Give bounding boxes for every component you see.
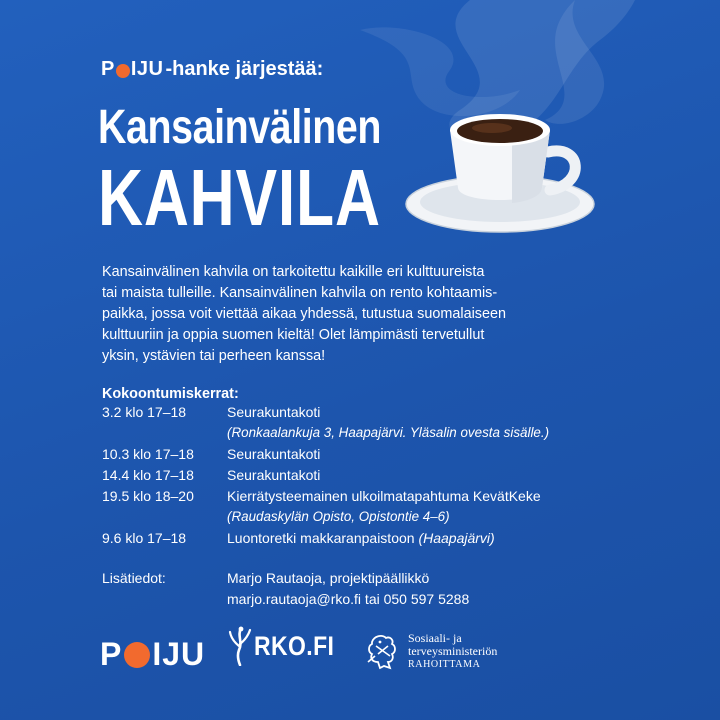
stm-logo-text <box>408 632 497 671</box>
description-line: kulttuuriin ja oppia suomen kieltä! Olet lämpimästi tervetullut <box>102 327 485 343</box>
poiju-letter-p: P <box>101 58 115 80</box>
description-line: yksin, ystävien tai perheen kanssa! <box>102 348 326 364</box>
coffee-cup-icon <box>400 92 600 242</box>
poster: P IJU -hanke järjestää: Kansainvälinen KAHVILA Kansainvälinen kahvila on tarkoitettu kaikille eri kulttuureista tai maista tulleille. Kansainvälinen kahvila on rento kohtaamis- paikka, jossa voit viettää aikaa yhdessä, tutustua suomalaiseen kulttuuriin ja oppia suomen kieltä! Olet lämpimästi tervetullut yksin, ystävien tai perheen kanssa! Kokoontumiskerrat: 3.2 klo 17–18 Seurakuntakoti (Ronkaalankuja 3, Haapajärvi. Yläsalin ovesta sisälle.) 10.3 klo 17–18 Seurakuntakoti 14.4 klo 17–18 Seurakuntakoti 19.5 klo 18–20 Kierrätysteemainen ulkoilmatapahtuma KevätKeke (Raudaskylän Opisto, Opistontie 4–6) 9.6 klo 17–18 Luontoretki makkaranpaistoon (Haapajärvi) Lisätiedot: Marjo Rautaoja, projektipäällikkö marjo.rautaoja@rko.fi tai 050 597 5288 P IJU RKO.FI Sosiaali- ja terveysministeriön RAHOITTAMA <box>0 0 720 720</box>
title-line-1: Kansainvälinen <box>98 101 382 154</box>
rko-logo <box>228 626 349 666</box>
description-line: Kansainvälinen kahvila on tarkoitettu kaikille eri kulttuureista <box>102 264 485 280</box>
poiju-logo-small <box>101 58 163 81</box>
description-line: tai maista tulleille. Kansainvälinen kahvila on rento kohtaamis- <box>102 285 498 301</box>
meetings-heading: Kokoontumiskerrat: <box>102 386 239 402</box>
poiju-logo-p: P <box>100 636 123 672</box>
meeting-place: Seurakuntakoti <box>227 446 321 462</box>
stm-line-2: terveysministeriön <box>408 644 498 658</box>
finnish-lion-icon <box>366 632 400 670</box>
stm-line-3: RAHOITTAMA <box>408 659 481 670</box>
meeting-date: 10.3 klo 17–18 <box>102 446 194 462</box>
stm-line-1: Sosiaali- ja <box>408 631 462 645</box>
meeting-place: Seurakuntakoti <box>227 467 321 483</box>
poiju-letters-iju: IJU <box>130 58 164 80</box>
meeting-date: 3.2 klo 17–18 <box>102 404 187 420</box>
contact-details: marjo.rautaoja@rko.fi tai 050 597 5288 <box>227 591 470 607</box>
meeting-place: Kierrätysteemainen ulkoilmatapahtuma KevätKeke <box>227 488 541 504</box>
contact-name: Marjo Rautaoja, projektipäällikkö <box>227 570 430 586</box>
poiju-logo-iju: IJU <box>152 636 206 672</box>
rko-logo-text: RKO.FI <box>254 630 335 661</box>
stm-logo <box>366 632 497 671</box>
poiju-logo-dot-icon <box>124 642 150 668</box>
info-label: Lisätiedot: <box>102 570 166 586</box>
organizer-line <box>101 58 323 81</box>
meeting-date: 9.6 klo 17–18 <box>102 530 187 546</box>
description-line: paikka, jossa voit viettää aikaa yhdessä, tutustua suomalaiseen <box>102 306 506 322</box>
meeting-place: Luontoretki makkaranpaistoon (Haapajärvi) <box>227 530 495 546</box>
description <box>102 262 602 367</box>
title-line-2: KAHVILA <box>98 153 381 242</box>
poiju-dot-icon <box>116 64 130 78</box>
organizer-text: -hanke järjestää: <box>165 58 324 80</box>
meeting-place: Seurakuntakoti <box>227 404 321 420</box>
meeting-date: 19.5 klo 18–20 <box>102 488 194 504</box>
poiju-logo <box>100 636 205 673</box>
rko-figure-icon <box>228 626 252 666</box>
meeting-date: 14.4 klo 17–18 <box>102 467 194 483</box>
